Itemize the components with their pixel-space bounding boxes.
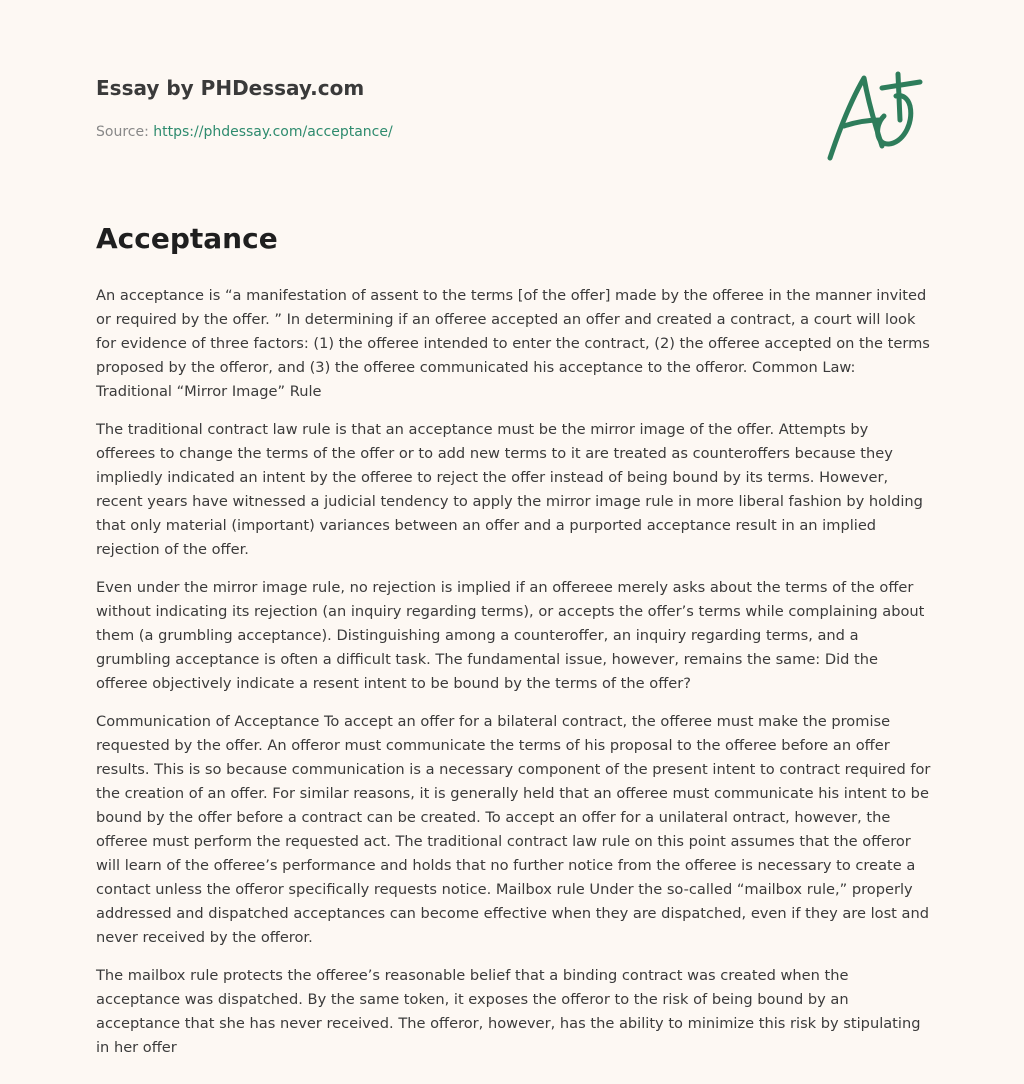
brand-title: Essay by PHDessay.com <box>96 76 365 100</box>
document-body <box>96 284 932 1074</box>
a-plus-grade-icon <box>824 64 928 168</box>
paragraph-3: Even under the mirror image rule, no rejection is implied if an offereee merely asks about the terms of the offer without indicating its rejection (an inquiry regarding terms), or accepts the offer’s terms while complaining about them (a grumbling acceptance). Distinguishing among a counteroffer, an inquiry regarding terms, and a grumbling acceptance is often a difficult task. The fundamental issue, however, remains the same: Did the offeree objectively indicate a resent intent to be bound by the terms of the offer? <box>96 579 925 692</box>
paragraph-1: An acceptance is “a manifestation of assent to the terms [of the offer] made by the offeree in the manner invited or required by the offer. ” In determining if an offeree accepted an offer and created a contract, a court will look for evidence of three factors: (1) the offeree intended to enter the contract, (2) the offeree accepted on the terms proposed by the offeror, and (3) the offeree communicated his acceptance to the offeror. Common Law: Traditional “Mirror Image” Rule <box>96 287 930 400</box>
source-line <box>96 124 393 140</box>
document-title: Acceptance <box>96 222 278 255</box>
source-link[interactable]: https://phdessay.com/acceptance/ <box>153 124 393 140</box>
source-label: Source: <box>96 124 154 140</box>
paragraph-4: Communication of Acceptance To accept an offer for a bilateral contract, the offeree must make the promise requested by the offer. An offeror must communicate the terms of his proposal to the offeree before an offer results. This is so because communication is a necessary component of the present intent to contract required for the creation of an offer. For similar reasons, it is generally held that an offeree must communicate his intent to be bound by the offer before a contract can be created. To accept an offer for a unilateral ontract, however, the offeree must perform the requested act. The traditional contract law rule on this point assumes that the offeror will learn of the offeree’s performance and holds that no further notice from the offeree is necessary to create a contact unless the offeror specifically requests notice. Mailbox rule Under the so-called “mailbox rule,” properly addressed and dispatched acceptances can become effective when they are dispatched, even if they are lost and never received by the offeror. <box>96 713 931 946</box>
paragraph-2: The traditional contract law rule is that an acceptance must be the mirror image of the offer. Attempts by offerees to change the terms of the offer or to add new terms to it are treated as counteroffers because they impliedly indicated an intent by the offeree to reject the offer instead of being bound by its terms. However, recent years have witnessed a judicial tendency to apply the mirror image rule in more liberal fashion by holding that only material (important) variances between an offer and a purported acceptance result in an implied rejection of the offer. <box>96 421 923 558</box>
paragraph-5: The mailbox rule protects the offeree’s reasonable belief that a binding contract was created when the acceptance was dispatched. By the same token, it exposes the offeror to the risk of being bound by an acceptance that she has never received. The offeror, however, has the ability to minimize this risk by stipulating in her offer <box>96 967 921 1056</box>
